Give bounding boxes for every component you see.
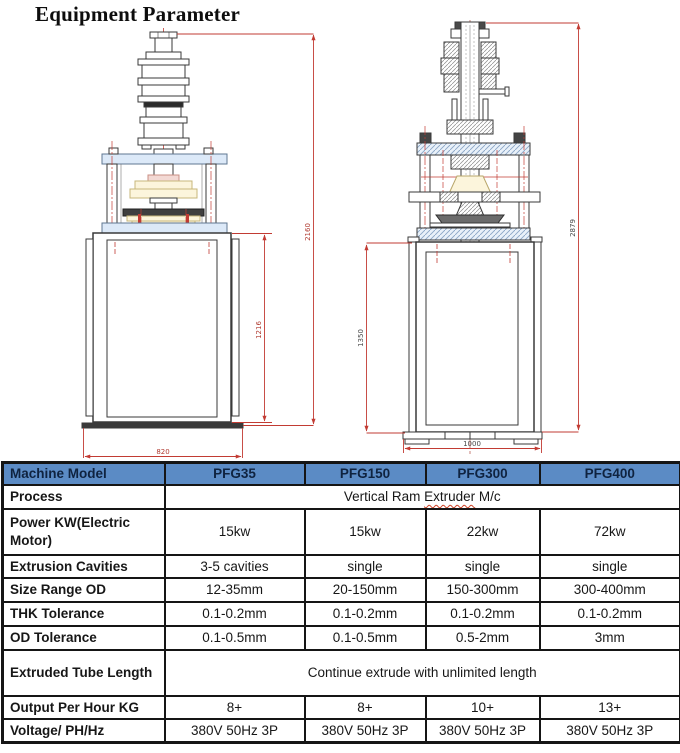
left-die-plate-2: [130, 189, 197, 198]
cell: 12-35mm: [165, 578, 305, 602]
left-top-plate: [102, 154, 227, 164]
cell: single: [540, 555, 680, 578]
table-row-voltage: [3, 719, 680, 743]
right-dim-base-width: 1000: [463, 440, 481, 448]
right-bottom-plate: [417, 228, 530, 240]
cell: 8+: [305, 696, 426, 719]
left-dim-tank-height: 1216: [255, 321, 263, 339]
process-text-wavy: Extruder: [424, 489, 476, 505]
header-model-pfg150: PFG150: [305, 463, 426, 486]
page-title: Equipment Parameter: [35, 2, 241, 26]
cell: 72kw: [540, 509, 680, 555]
cell: 10+: [426, 696, 540, 719]
cell: 13+: [540, 696, 680, 719]
cell: 0.1-0.2mm: [305, 602, 426, 626]
cell: single: [426, 555, 540, 578]
table-row-size-range: [3, 578, 680, 602]
left-bottom-plate: [102, 223, 227, 233]
cell: 0.1-0.2mm: [165, 602, 305, 626]
row-label: Size Range OD: [3, 578, 165, 602]
table-row-power: [3, 509, 680, 555]
table-row-od-tolerance: [3, 626, 680, 650]
row-label: Voltage/ PH/Hz: [3, 719, 165, 743]
tube-length-merged-cell: Continue extrude with unlimited length: [165, 650, 680, 696]
right-base: [403, 432, 542, 439]
cell: 3mm: [540, 626, 680, 650]
cell: 0.1-0.5mm: [165, 626, 305, 650]
right-crossbar: [409, 192, 540, 202]
cell: 15kw: [165, 509, 305, 555]
right-side-arm: [479, 89, 505, 94]
header-machine-model: Machine Model: [3, 463, 165, 486]
left-die-plate-1: [135, 181, 192, 189]
equipment-parameter-table: [1, 461, 680, 744]
cell: 380V 50Hz 3P: [305, 719, 426, 743]
table-row-output: [3, 696, 680, 719]
header-model-pfg300: PFG300: [426, 463, 540, 486]
process-merged-cell: [165, 485, 680, 509]
left-dim-total-height: 2160: [304, 223, 312, 241]
row-label: Process: [3, 485, 165, 509]
cell: 380V 50Hz 3P: [540, 719, 680, 743]
cell: 150-300mm: [426, 578, 540, 602]
cell: single: [305, 555, 426, 578]
cell: 300-400mm: [540, 578, 680, 602]
right-machine-section-view: [403, 20, 542, 455]
left-tank-inner: [107, 240, 217, 417]
right-dim-total-height: 2879: [569, 219, 577, 237]
cell: 15kw: [305, 509, 426, 555]
right-top-plate: [417, 143, 530, 155]
cell: 380V 50Hz 3P: [426, 719, 540, 743]
cell: 380V 50Hz 3P: [165, 719, 305, 743]
table-row-tube-length: [3, 650, 680, 696]
row-label: THK Tolerance: [3, 602, 165, 626]
cell: 0.5-2mm: [426, 626, 540, 650]
left-base: [82, 423, 243, 428]
cell: 3-5 cavities: [165, 555, 305, 578]
header-model-pfg400: PFG400: [540, 463, 680, 486]
cell: 0.1-0.5mm: [305, 626, 426, 650]
left-platen: [123, 209, 204, 216]
right-platen: [436, 215, 504, 223]
header-model-pfg35: PFG35: [165, 463, 305, 486]
table-row-thk-tolerance: [3, 602, 680, 626]
process-text-pre: Vertical Ram: [343, 489, 425, 505]
row-label: Extruded Tube Length: [3, 650, 165, 696]
spec-table-container: [1, 461, 679, 744]
row-label: Power KW(Electric Motor): [3, 509, 165, 555]
right-tank-inner: [426, 252, 518, 425]
table-row-cavities: [3, 555, 680, 578]
table-header-row: [3, 463, 680, 486]
table-row-process: [3, 485, 680, 509]
row-label: Output Per Hour KG: [3, 696, 165, 719]
cell: 0.1-0.2mm: [426, 602, 540, 626]
row-label: OD Tolerance: [3, 626, 165, 650]
cell: 0.1-0.2mm: [540, 602, 680, 626]
left-machine-front-view: [82, 28, 243, 430]
left-dim-base-width: 820: [156, 448, 170, 456]
row-label: Extrusion Cavities: [3, 555, 165, 578]
cell: 22kw: [426, 509, 540, 555]
cell: 20-150mm: [305, 578, 426, 602]
right-dim-tank-height: 1350: [357, 329, 365, 347]
process-text-post: M/c: [475, 489, 501, 505]
cell: 8+: [165, 696, 305, 719]
